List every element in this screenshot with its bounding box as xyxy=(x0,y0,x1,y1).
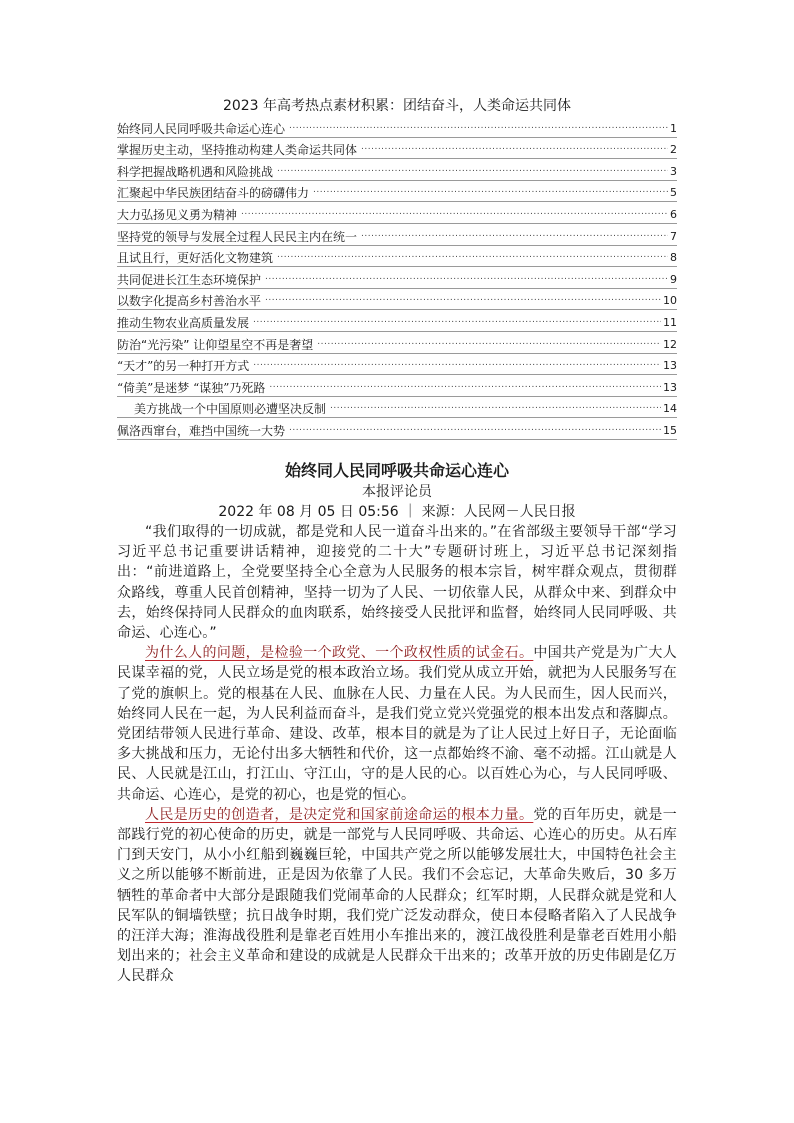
document-page xyxy=(117,96,677,987)
table-of-contents xyxy=(117,116,677,440)
toc-entry-title: “天才”的另一种打开方式 xyxy=(117,359,250,374)
toc-entry-page: 8 xyxy=(670,251,677,265)
toc-leader xyxy=(361,226,668,242)
toc-entry[interactable] xyxy=(117,397,677,419)
underlined-sentence: 人民是历史的创造者，是决定党和国家前途命运的根本力量。 xyxy=(145,806,534,823)
toc-leader xyxy=(361,139,668,155)
toc-entry-page: 13 xyxy=(663,380,677,394)
article-byline: 本报评论员 xyxy=(362,483,432,500)
toc-entry[interactable] xyxy=(117,246,677,268)
toc-entry-page: 11 xyxy=(663,315,677,329)
article-paragraph: “我们取得的一切成就，都是党和人民一道奋斗出来的。”在省部级主要领导干部“学习习近平总书记重要讲话精神，迎接党的二十大”专题研讨班上，习近平总书记深刻指出：“前进道路上，全党要坚持全心全意为人民服务的根本宗旨，树牢群众观点，贯彻群众路线，尊重人民首创精神，坚持一切为了人民、一切依靠人民，从群众中来、到群众中去，始终保持同人民群众的血肉联系，始终接受人民批评和监督，始终同人民同呼吸、共命运、心连心。” xyxy=(117,523,677,641)
article-paragraph xyxy=(117,643,677,805)
toc-entry[interactable] xyxy=(117,418,677,440)
toc-entry-page: 12 xyxy=(663,337,677,351)
toc-entry-page: 2 xyxy=(670,143,677,157)
toc-entry[interactable] xyxy=(117,267,677,289)
toc-entry[interactable] xyxy=(117,375,677,397)
toc-leader xyxy=(277,161,668,177)
toc-entry-page: 7 xyxy=(670,229,677,243)
toc-entry[interactable] xyxy=(117,138,677,160)
toc-leader xyxy=(317,334,661,350)
toc-leader xyxy=(253,312,661,328)
document-title: 2023 年高考热点素材积累：团结奋斗，人类命运共同体 xyxy=(222,98,572,114)
toc-entry[interactable] xyxy=(117,116,677,138)
toc-entry-title: 始终同人民同呼吸共命运心连心 xyxy=(117,121,286,136)
toc-leader xyxy=(253,355,661,371)
toc-entry-title: 防治“光污染” 让仰望星空不再是奢望 xyxy=(117,337,314,352)
toc-entry-page: 10 xyxy=(663,294,677,308)
toc-entry-title: 以数字化提高乡村善治水平 xyxy=(117,294,262,309)
article-paragraph xyxy=(117,805,677,987)
article-meta: 2022 年 08 月 05 日 05:56 ｜ 来源：人民网－人民日报 xyxy=(218,503,576,520)
toc-entry-page: 5 xyxy=(670,186,677,200)
toc-leader xyxy=(265,290,661,306)
toc-entry[interactable] xyxy=(117,310,677,332)
toc-leader xyxy=(289,420,661,436)
toc-entry-title: 大力弘扬见义勇为精神 xyxy=(117,207,238,222)
toc-entry-title: 掌握历史主动，坚持推动构建人类命运共同体 xyxy=(117,143,358,158)
toc-leader xyxy=(330,398,661,414)
toc-entry-title: 共同促进长江生态环境保护 xyxy=(117,272,262,287)
toc-entry-title: 佩洛西窜台，难挡中国统一大势 xyxy=(117,423,286,438)
toc-entry[interactable] xyxy=(117,181,677,203)
toc-entry-title: 推动生物农业高质量发展 xyxy=(117,315,250,330)
toc-entry-title: 美方挑战一个中国原则必遭坚决反制 xyxy=(134,402,327,417)
toc-entry[interactable] xyxy=(117,289,677,311)
toc-entry[interactable] xyxy=(117,354,677,376)
underlined-sentence: 为什么人的问题，是检验一个政党、一个政权性质的试金石。 xyxy=(145,645,534,662)
toc-entry[interactable] xyxy=(117,202,677,224)
toc-leader xyxy=(277,247,668,263)
paragraph-text: 党的百年历史，就是一部践行党的初心使命的历史，就是一部党与人民同呼吸、共命运、心连心的历史。从石库门到天安门，从小小红船到巍巍巨轮，中国共产党之所以能够发展壮大，中国特色社会主义之所以能够不断前进，正是因为依靠了人民。我们不会忘记，大革命失败后，30 多万牺牲的革命者中大部分是跟随我们党闹革命的人民群众；红军时期，人民群众就是党和人民军队的铜墙铁壁；抗日战争时期，我们党广泛发动群众，使日本侵略者陷入了人民战争的汪洋大海；淮海战役胜利是靠老百姓用小车推出来的，渡江战役胜利是靠老百姓用小船划出来的；社会主义革命和建设的成就是人民群众干出来的；改革开放的历史伟剧是亿万人民群众 xyxy=(117,806,677,985)
toc-entry-title: 汇聚起中华民族团结奋斗的磅礴伟力 xyxy=(117,186,310,201)
toc-entry-title: 坚持党的领导与发展全过程人民民主内在统一 xyxy=(117,229,358,244)
toc-leader xyxy=(289,118,668,134)
toc-leader xyxy=(265,269,668,285)
toc-entry-page: 3 xyxy=(670,164,677,178)
toc-entry-title: 且试且行，更好活化文物建筑 xyxy=(117,251,274,266)
toc-entry-page: 14 xyxy=(663,402,677,416)
toc-entry-page: 13 xyxy=(663,359,677,373)
toc-entry-page: 6 xyxy=(670,207,677,221)
toc-entry-title: 科学把握战略机遇和风险挑战 xyxy=(117,164,274,179)
toc-leader xyxy=(241,204,668,220)
toc-entry-page: 1 xyxy=(670,121,677,135)
toc-entry-page: 9 xyxy=(670,272,677,286)
toc-entry[interactable] xyxy=(117,332,677,354)
toc-entry-page: 15 xyxy=(663,423,677,437)
paragraph-text: 中国共产党是为广大人民谋幸福的党，人民立场是党的根本政治立场。我们党从成立开始，就把为人民服务写在了党的旗帜上。党的根基在人民、血脉在人民、力量在人民。为人民而生，因人民而兴，始终同人民在一起，为人民利益而奋斗，是我们党立党兴党强党的根本出发点和落脚点。党团结带领人民进行革命、建设、改革，根本目的就是为了让人民过上好日子，无论面临多大挑战和压力，无论付出多大牺牲和代价，这一点都始终不渝、毫不动摇。江山就是人民、人民就是江山，打江山、守江山，守的是人民的心。以百姓心为心，与人民同呼吸、共命运、心连心，是党的初心，也是党的恒心。 xyxy=(117,645,677,803)
toc-entry[interactable] xyxy=(117,159,677,181)
toc-entry[interactable] xyxy=(117,224,677,246)
article-title: 始终同人民同呼吸共命运心连心 xyxy=(284,460,509,480)
toc-entry-title: “倚美”是迷梦 “谋独”乃死路 xyxy=(117,380,266,395)
toc-leader xyxy=(313,182,668,198)
toc-leader xyxy=(269,377,661,393)
